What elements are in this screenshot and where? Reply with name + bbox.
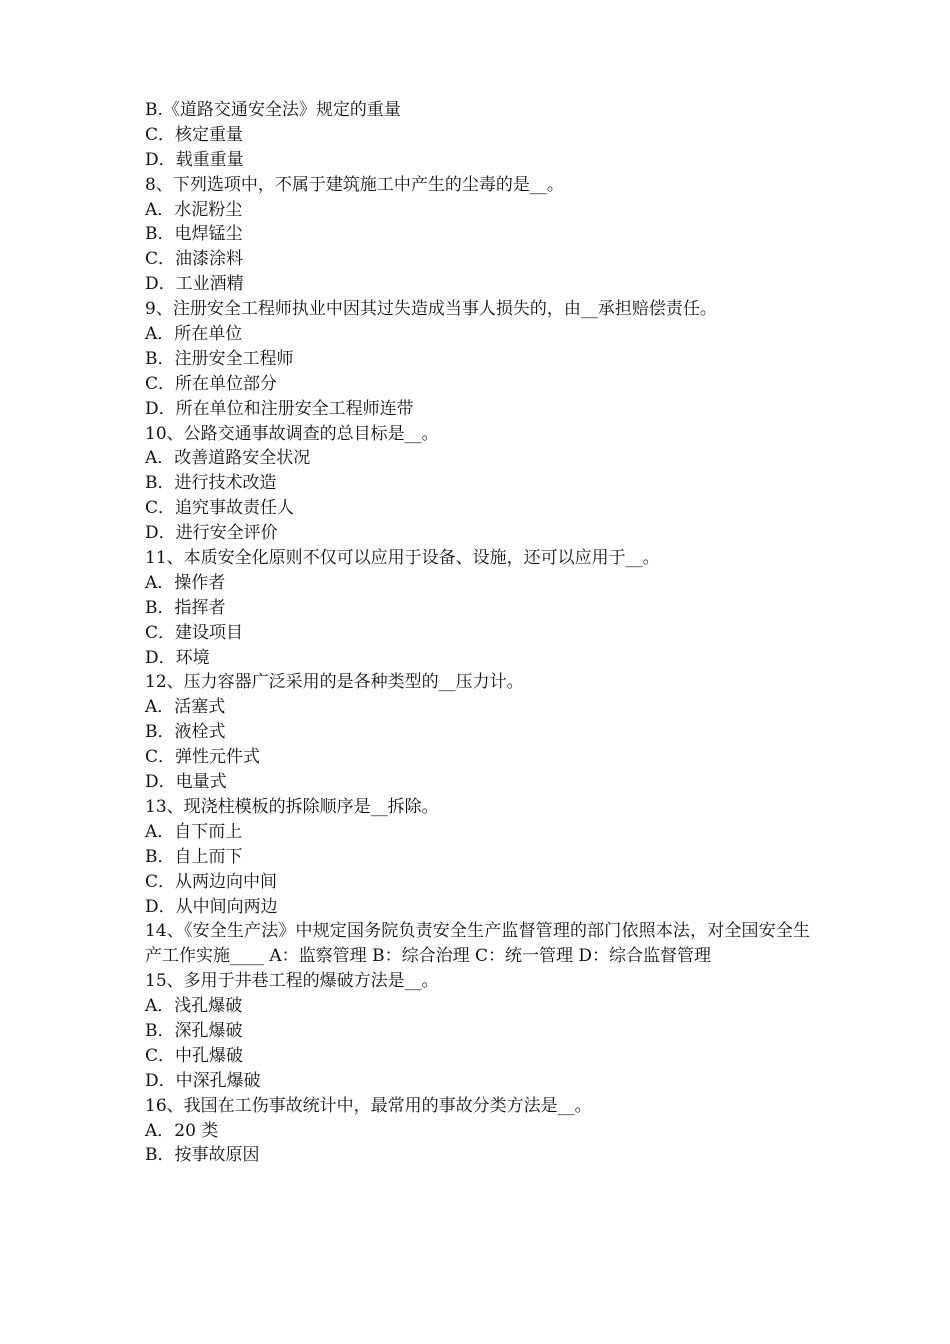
option-line: D．中深孔爆破 [145,1070,261,1091]
option-line: B．进行技术改造 [145,473,277,494]
question-8: 8、下列选项中，不属于建筑施工中产生的尘毒的是__。 [145,174,564,195]
option-line: D．所在单位和注册安全工程师连带 [145,398,414,419]
option-line: A．20 类 [145,1120,219,1141]
question-16: 16、我国在工伤事故统计中，最常用的事故分类方法是__。 [145,1095,592,1116]
option-line: D．电量式 [145,772,227,793]
question-12: 12、压力容器广泛采用的是各种类型的__压力计。 [145,672,524,693]
option-line: D．环境 [145,647,210,668]
option-line: A．改善道路安全状况 [145,448,311,469]
option-line: A．操作者 [145,572,226,593]
option-line: A．所在单位 [145,324,243,345]
option-line: D．工业酒精 [145,274,244,295]
option-line: B．液栓式 [145,722,226,743]
option-line: C．从两边向中间 [145,871,278,892]
option-line: C．所在单位部分 [145,373,278,394]
option-line: D．进行安全评价 [145,523,278,544]
option-line: B．自上而下 [145,846,243,867]
option-line: B．按事故原因 [145,1145,260,1166]
question-9: 9、注册安全工程师执业中因其过失造成当事人损失的，由__承担赔偿责任。 [145,299,717,320]
question-14: 14、《安全生产法》中规定国务院负责安全生产监督管理的部门依照本法，对全国安全生产工作实施____ A：监察管理 B：综合治理 C：统一管理 D：综合监督管理 [145,921,810,967]
option-line: B.《道路交通安全法》规定的重量 [145,100,401,120]
question-15: 15、多用于井巷工程的爆破方法是__。 [145,971,439,992]
option-line: A．水泥粉尘 [145,199,243,220]
option-line: C．核定重量 [145,124,244,145]
option-line: B．指挥者 [145,597,226,618]
option-line: C．建设项目 [145,622,244,643]
question-11: 11、本质安全化原则不仅可以应用于设备、设施，还可以应用于__。 [145,548,660,569]
option-line: A．自下而上 [145,821,243,842]
option-line: B．深孔爆破 [145,1020,243,1041]
option-line: C．追究事故责任人 [145,498,295,519]
question-10: 10、公路交通事故调查的总目标是__。 [145,423,439,444]
option-line: D．载重重量 [145,149,244,170]
option-line: C．中孔爆破 [145,1045,244,1066]
option-line: D．从中间向两边 [145,896,278,917]
option-line: B．电焊锰尘 [145,224,243,245]
option-line: A．浅孔爆破 [145,996,243,1017]
option-line: A．活塞式 [145,697,226,718]
option-line: C．油漆涂料 [145,249,244,270]
option-line: C．弹性元件式 [145,747,261,768]
document-page [145,98,810,1168]
question-13: 13、现浇柱模板的拆除顺序是__拆除。 [145,796,439,817]
option-line: B．注册安全工程师 [145,348,294,369]
